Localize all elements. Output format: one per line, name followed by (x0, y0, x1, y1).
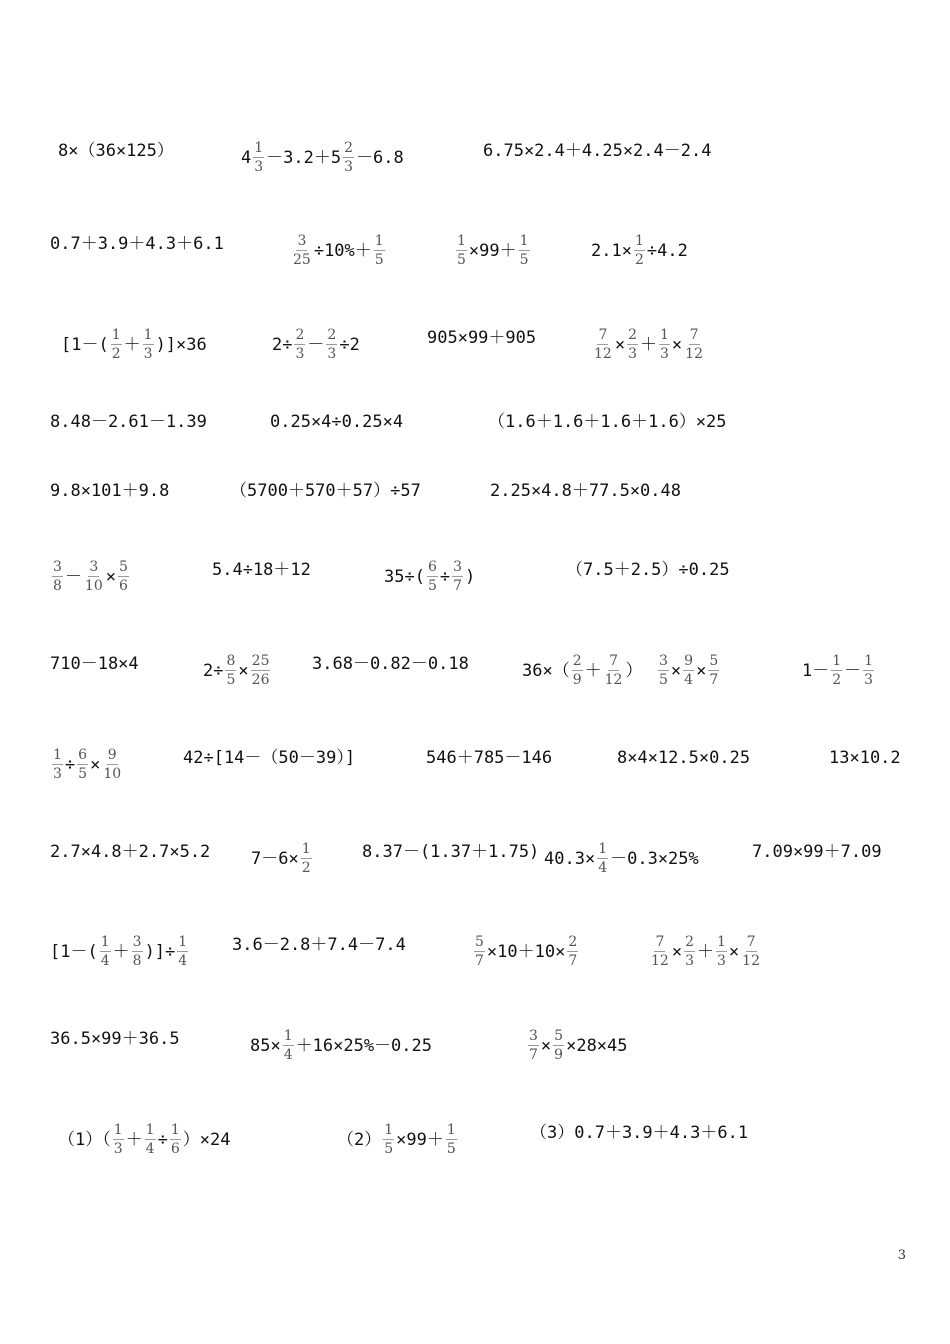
expression-text: × (540, 1036, 552, 1056)
expression-text: 8×4×12.5×0.25 (617, 748, 751, 768)
expression-text: 2÷ (203, 661, 224, 681)
fraction-denominator: 6 (170, 1141, 180, 1157)
fraction-numerator: 1 (283, 1028, 293, 1044)
fraction (292, 234, 312, 268)
fraction (659, 328, 670, 362)
fraction-denominator: 3 (113, 1141, 123, 1157)
expression-text: 2.7×4.8＋2.7×5.2 (50, 842, 211, 862)
fraction-denominator: 12 (594, 346, 612, 362)
expression-text: × (728, 942, 740, 962)
expression-text: ) (465, 567, 476, 587)
expression-text: 8.48－2.61－1.39 (50, 412, 207, 432)
expression-text: ×10＋10× (486, 942, 566, 962)
fraction-denominator: 2 (301, 860, 311, 876)
expression-text: × (90, 755, 101, 775)
fraction-numerator: 5 (475, 934, 484, 950)
expression (232, 935, 406, 955)
fraction (553, 1029, 564, 1063)
expression-text: －0.3×25% (610, 849, 699, 869)
fraction-denominator: 5 (519, 252, 529, 268)
fraction (597, 842, 608, 876)
expression-text: 2.25×4.8＋77.5×0.48 (490, 481, 681, 501)
expression (270, 412, 403, 432)
expression-text: ÷4.2 (646, 241, 688, 261)
fraction-denominator: 5 (446, 1141, 456, 1157)
fraction-numerator: 7 (598, 327, 608, 343)
fraction-denominator: 3 (295, 346, 305, 362)
fraction-numerator: 9 (684, 653, 694, 669)
expression-text: 3.6－2.8＋7.4－7.4 (232, 935, 406, 955)
fraction-numerator: 3 (453, 559, 463, 575)
expression-text: 36.5×99＋36.5 (50, 1029, 180, 1049)
fraction-numerator: 2 (344, 140, 354, 156)
expression-text: － (64, 567, 82, 587)
fraction-denominator: 5 (659, 672, 668, 688)
fraction-denominator: 5 (427, 578, 437, 594)
expression-text: 6.75×2.4＋4.25×2.4－2.4 (483, 141, 712, 161)
expression (250, 1029, 432, 1063)
fraction-numerator: 2 (568, 934, 578, 950)
fraction-denominator: 3 (628, 346, 637, 362)
expression-text: （2） (337, 1130, 382, 1150)
fraction (427, 560, 438, 594)
expression-text: ×99＋ (396, 1130, 444, 1150)
fraction-numerator: 5 (119, 559, 128, 575)
fraction (326, 328, 337, 362)
expression-text: ÷10%＋ (313, 241, 372, 261)
expression (50, 481, 169, 501)
fraction-numerator: 2 (685, 934, 694, 950)
expression (426, 748, 552, 768)
fraction (863, 654, 874, 688)
fraction-denominator: 6 (119, 578, 128, 594)
fraction-numerator: 1 (254, 140, 264, 156)
expression (241, 141, 404, 175)
expression (251, 842, 314, 876)
fraction (519, 234, 530, 268)
expression-text: 35÷( (384, 567, 425, 587)
fraction-denominator: 9 (572, 672, 582, 688)
fraction (225, 654, 236, 688)
expression-text: －6.8 (356, 148, 404, 168)
fraction (683, 654, 694, 688)
expression-text: ＋ (584, 661, 602, 681)
expression-text: ） (625, 661, 643, 681)
expression (752, 842, 882, 862)
expression (230, 481, 421, 501)
expression-text: × (105, 567, 116, 587)
expression-text: 3.68－0.82－0.18 (312, 654, 469, 674)
fraction (177, 935, 188, 969)
expression-text: 7－6× (251, 849, 299, 869)
fraction (383, 1123, 394, 1157)
expression (802, 654, 876, 688)
expression (183, 748, 355, 768)
expression (50, 748, 124, 782)
fraction-denominator: 26 (251, 672, 270, 688)
expression (50, 1029, 180, 1049)
expression (50, 654, 139, 674)
fraction-numerator: 1 (53, 747, 62, 763)
fraction-denominator: 3 (717, 953, 726, 969)
fraction-denominator: 5 (457, 252, 466, 268)
fraction-numerator: 7 (655, 934, 665, 950)
expression (58, 1123, 230, 1157)
expression-text: 4 (241, 148, 252, 168)
fraction-denominator: 25 (293, 252, 311, 268)
expression (290, 234, 387, 268)
fraction (741, 935, 761, 969)
fraction-denominator: 7 (475, 953, 484, 969)
fraction-denominator: 4 (684, 672, 694, 688)
expression-text: 8.37－(1.37＋1.75) (362, 842, 540, 862)
page-number: 3 (897, 1248, 906, 1263)
fraction-denominator: 3 (864, 672, 874, 688)
fraction-denominator: 3 (143, 346, 153, 362)
fraction-denominator: 4 (598, 860, 608, 876)
fraction-denominator: 3 (254, 159, 264, 175)
fraction (145, 1123, 156, 1157)
fraction-numerator: 1 (864, 653, 874, 669)
fraction (684, 935, 695, 969)
fraction-numerator: 2 (572, 653, 582, 669)
fraction-denominator: 12 (685, 346, 703, 362)
expression-text: － (844, 661, 862, 681)
fraction-denominator: 4 (178, 953, 188, 969)
expression (50, 935, 190, 969)
fraction (604, 654, 624, 688)
fraction-denominator: 12 (651, 953, 669, 969)
fraction-numerator: 1 (717, 934, 726, 950)
fraction (132, 935, 143, 969)
fraction-denominator: 8 (132, 953, 142, 969)
fraction (474, 935, 485, 969)
expression-text: （1）（ (58, 1130, 111, 1150)
fraction-numerator: 5 (709, 653, 719, 669)
expression (566, 560, 730, 580)
expression (50, 560, 131, 594)
expression-text: ×28×45 (566, 1036, 628, 1056)
fraction-denominator: 10 (84, 578, 103, 594)
expression-text: 2.1× (591, 241, 632, 261)
fraction (52, 748, 63, 782)
fraction (294, 328, 305, 362)
expression (648, 935, 763, 969)
expression-text: ÷ (157, 1130, 168, 1150)
fraction-numerator: 1 (143, 327, 153, 343)
expression (544, 842, 699, 876)
expression-text: 13×10.2 (829, 748, 901, 768)
expression-text: 40.3× (544, 849, 596, 869)
fraction-numerator: 1 (446, 1122, 456, 1138)
expression (362, 842, 539, 862)
fraction-denominator: 2 (832, 672, 842, 688)
expression (522, 654, 642, 688)
fraction-numerator: 1 (178, 934, 188, 950)
expression (272, 328, 360, 362)
fraction (301, 842, 312, 876)
expression-text: 0.7＋3.9＋4.3＋6.1 (50, 234, 224, 254)
fraction-numerator: 1 (660, 327, 669, 343)
expression (526, 1029, 628, 1063)
expression-text: 710－18×4 (50, 654, 139, 674)
expression-text: ×99＋ (468, 241, 517, 261)
fraction (253, 141, 264, 175)
fraction-numerator: 6 (78, 747, 88, 763)
expression-text: ）×24 (182, 1130, 231, 1150)
expression-text: 905×99＋905 (427, 328, 537, 348)
fraction-numerator: 1 (145, 1122, 155, 1138)
expression-text: （3）0.7＋3.9＋4.3＋6.1 (530, 1123, 749, 1143)
fraction-denominator: 4 (283, 1047, 293, 1063)
expression-text: )]×36 (155, 335, 207, 355)
expression-text: 8×（36×125） (58, 141, 174, 161)
fraction-denominator: 3 (685, 953, 694, 969)
fraction-numerator: 3 (297, 233, 307, 249)
fraction (567, 935, 578, 969)
expression (384, 560, 475, 594)
expression-text: ＋ (123, 335, 141, 355)
expression (656, 654, 721, 688)
expression (50, 412, 207, 432)
fraction (118, 560, 129, 594)
fraction-numerator: 1 (384, 1122, 394, 1138)
fraction (283, 1029, 294, 1063)
fraction-numerator: 1 (519, 233, 529, 249)
fraction (102, 748, 122, 782)
expression-text: （5700＋570＋57）÷57 (230, 481, 421, 501)
fraction (52, 560, 63, 594)
fraction-numerator: 1 (301, 841, 311, 857)
expression-text: 546＋785－146 (426, 748, 553, 768)
expression-text: × (614, 335, 626, 355)
fraction-numerator: 1 (832, 653, 842, 669)
fraction-denominator: 5 (226, 672, 236, 688)
fraction-denominator: 5 (374, 252, 384, 268)
fraction-denominator: 12 (604, 672, 623, 688)
expression-text: 7.09×99＋7.09 (752, 842, 882, 862)
expression (50, 234, 224, 254)
expression-text: ＋ (112, 942, 130, 962)
fraction (170, 1123, 181, 1157)
fraction-numerator: 3 (89, 559, 99, 575)
expression-text: × (671, 942, 683, 962)
expression-text: × (696, 661, 707, 681)
fraction-denominator: 7 (453, 578, 463, 594)
fraction-numerator: 1 (111, 327, 121, 343)
expression-text: ÷2 (339, 335, 360, 355)
expression (483, 141, 711, 161)
fraction-numerator: 1 (113, 1122, 123, 1138)
expression (591, 234, 688, 268)
fraction-numerator: 2 (628, 327, 637, 343)
expression-text: ＋ (125, 1130, 143, 1150)
fraction-numerator: 7 (746, 934, 756, 950)
fraction-numerator: 6 (427, 559, 437, 575)
fraction (113, 1123, 124, 1157)
fraction-denominator: 3 (327, 346, 337, 362)
expression-text: 2÷ (272, 335, 293, 355)
fraction-numerator: 3 (659, 653, 668, 669)
fraction-numerator: 1 (598, 841, 608, 857)
expression-text: ＋ (640, 335, 657, 355)
fraction-numerator: 1 (457, 233, 466, 249)
expression (530, 1123, 748, 1143)
fraction-numerator: 2 (327, 327, 337, 343)
fraction-denominator: 5 (78, 766, 88, 782)
fraction-numerator: 7 (609, 653, 619, 669)
expression-text: 9.8×101＋9.8 (50, 481, 170, 501)
expression-text: ＋ (697, 942, 714, 962)
fraction-numerator: 3 (132, 934, 142, 950)
fraction-denominator: 2 (111, 346, 121, 362)
fraction (374, 234, 385, 268)
expression (50, 842, 210, 862)
fraction-numerator: 25 (251, 653, 270, 669)
fraction-denominator: 12 (742, 953, 760, 969)
fraction-denominator: 4 (145, 1141, 155, 1157)
fraction (572, 654, 583, 688)
expression-text: 42÷[14－（50－39）] (183, 748, 356, 768)
fraction-denominator: 7 (529, 1047, 538, 1063)
fraction (650, 935, 670, 969)
fraction-numerator: 5 (554, 1028, 564, 1044)
fraction (831, 654, 842, 688)
fraction (343, 141, 354, 175)
expression (591, 328, 706, 362)
expression-text: × (671, 335, 683, 355)
fraction-numerator: 3 (529, 1028, 538, 1044)
expression (61, 328, 207, 362)
expression-text: （7.5＋2.5）÷0.25 (566, 560, 730, 580)
fraction (111, 328, 122, 362)
expression (490, 481, 681, 501)
fraction (716, 935, 727, 969)
fraction (634, 234, 645, 268)
fraction (593, 328, 613, 362)
expression (58, 141, 174, 161)
expression (212, 560, 311, 580)
fraction-denominator: 5 (384, 1141, 394, 1157)
expression (337, 1123, 459, 1157)
expression-text: ÷ (64, 755, 76, 775)
expression-text: 0.25×4÷0.25×4 (270, 412, 404, 432)
expression-text: [1－( (50, 942, 98, 962)
fraction-numerator: 1 (170, 1122, 180, 1138)
fraction (143, 328, 154, 362)
fraction (77, 748, 88, 782)
fraction-numerator: 3 (53, 559, 62, 575)
fraction (251, 654, 271, 688)
fraction-numerator: 9 (107, 747, 117, 763)
expression-text: 5.4÷18＋12 (212, 560, 311, 580)
expression-text: )]÷ (144, 942, 176, 962)
expression (829, 748, 901, 768)
expression (312, 654, 469, 674)
fraction (456, 234, 467, 268)
expression-text: [1－( (61, 335, 109, 355)
expression-text: 1－ (802, 661, 830, 681)
expression (427, 328, 536, 348)
fraction-denominator: 7 (709, 672, 719, 688)
fraction (452, 560, 463, 594)
fraction (100, 935, 111, 969)
fraction-denominator: 10 (103, 766, 122, 782)
expression (488, 412, 727, 432)
fraction (708, 654, 719, 688)
fraction (528, 1029, 539, 1063)
fraction (627, 328, 638, 362)
fraction-numerator: 1 (634, 233, 644, 249)
fraction-numerator: 2 (295, 327, 305, 343)
expression-text: （1.6＋1.6＋1.6＋1.6）×25 (488, 412, 727, 432)
expression (472, 935, 580, 969)
fraction-numerator: 1 (374, 233, 384, 249)
expression (617, 748, 750, 768)
expression (454, 234, 532, 268)
fraction-denominator: 9 (554, 1047, 564, 1063)
expression-text: ＋16×25%－0.25 (295, 1036, 432, 1056)
expression-text: ÷ (439, 567, 451, 587)
fraction (684, 328, 704, 362)
fraction-denominator: 8 (53, 578, 62, 594)
expression-text: 36×（ (522, 661, 570, 681)
expression (203, 654, 272, 688)
fraction-numerator: 7 (689, 327, 699, 343)
expression-text: × (670, 661, 682, 681)
expression-text: －3.2＋5 (266, 148, 342, 168)
fraction-denominator: 7 (568, 953, 578, 969)
fraction-denominator: 2 (634, 252, 644, 268)
expression-text: － (307, 335, 325, 355)
expression-text: × (238, 661, 249, 681)
fraction (84, 560, 104, 594)
fraction (658, 654, 669, 688)
fraction (446, 1123, 457, 1157)
expression-text: 85× (250, 1036, 281, 1056)
fraction-denominator: 3 (660, 346, 669, 362)
fraction-denominator: 3 (344, 159, 354, 175)
fraction-denominator: 3 (53, 766, 62, 782)
fraction-denominator: 4 (100, 953, 110, 969)
fraction-numerator: 8 (226, 653, 236, 669)
fraction-numerator: 1 (100, 934, 110, 950)
